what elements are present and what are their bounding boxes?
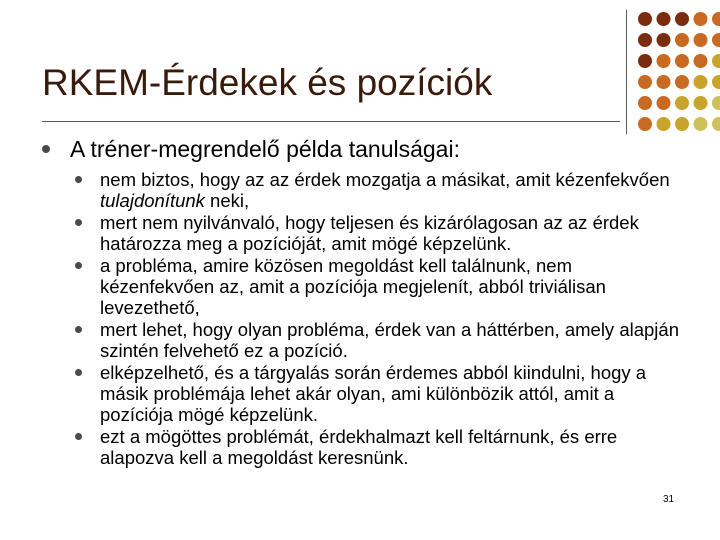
decorative-dot <box>638 33 652 47</box>
slide-title: RKEM-Érdekek és pozíciók <box>42 62 493 103</box>
decorative-dot <box>657 96 671 110</box>
bullet-dot-icon <box>75 326 82 333</box>
list-item-text: mert lehet, hogy olyan probléma, érdek van a háttérben, amely alapján szintén felvehető ez a pozíció. <box>100 318 679 362</box>
decorative-dot <box>638 75 652 89</box>
decorative-dot <box>694 96 708 110</box>
list-item-text: elképzelhető, és a tárgyalás során érdemes abból kiindulni, hogy a másik problémája lehet akár olyan, ami különbözik attól, amit a pozíciója mögé képzelünk. <box>100 361 647 426</box>
list-item <box>100 255 690 319</box>
list-item-text: mert nem nyilvánvaló, hogy teljesen és kizárólagosan az az érdek határozza meg a pozícióját, amit mögé képzelünk. <box>100 211 639 255</box>
bullet-dot-icon <box>75 369 82 376</box>
list-item <box>100 319 690 362</box>
decorative-dot <box>712 12 720 26</box>
decorative-dot <box>657 12 671 26</box>
decorative-dot <box>638 96 652 110</box>
decorative-dot <box>638 54 652 68</box>
decorative-dot <box>675 33 689 47</box>
decorative-dot <box>675 12 689 26</box>
bullet-dot-icon <box>75 262 82 269</box>
decorative-dot <box>675 54 689 68</box>
list-item <box>100 362 690 426</box>
sub-bullet-list <box>100 169 690 469</box>
decorative-dot <box>657 117 671 131</box>
decorative-dot <box>675 117 689 131</box>
decorative-dot <box>657 75 671 89</box>
page-number: 31 <box>663 494 675 505</box>
decorative-dot <box>712 96 720 110</box>
list-item-text: ezt a mögöttes problémát, érdekhalmazt kell feltárnunk, és erre alapozva kell a megoldást keresnünk. <box>100 425 618 469</box>
bullet-dot-icon <box>75 433 82 440</box>
decorative-dot <box>675 75 689 89</box>
list-item <box>100 212 690 255</box>
decorative-dot <box>657 54 671 68</box>
decorative-dot <box>712 117 720 131</box>
decorative-dot <box>694 75 708 89</box>
decorative-dot <box>638 12 652 26</box>
decorative-dot <box>694 117 708 131</box>
list-item-emphasis: tulajdonítunk <box>100 190 205 212</box>
decorative-dot <box>638 117 652 131</box>
list-item-text: a probléma, amire közösen megoldást kell találnunk, nem kézenfekvően az, amit a pozíciója megjelenít, abból triviálisan levezethető, <box>100 254 606 319</box>
decorative-dot <box>657 33 671 47</box>
list-item-text: nem biztos, hogy az az érdek mozgatja a másikat, amit kézenfekvően <box>100 169 670 190</box>
main-bullet-text: A tréner-megrendelő példa tanulságai: <box>70 136 460 162</box>
decorative-dot <box>712 54 720 68</box>
bullet-dot-icon <box>75 219 82 226</box>
list-item-text-end: neki, <box>204 190 250 212</box>
decorative-dot <box>694 54 708 68</box>
title-underline <box>42 121 620 122</box>
decorative-dot <box>712 75 720 89</box>
decorative-dot <box>694 33 708 47</box>
vertical-divider <box>626 10 627 134</box>
list-item <box>100 426 690 469</box>
decorative-dot <box>712 33 720 47</box>
list-item <box>100 169 690 212</box>
bullet-dot-icon <box>75 176 82 183</box>
decorative-dot <box>694 12 708 26</box>
decorative-dot <box>675 96 689 110</box>
bullet-dot-icon <box>42 145 50 153</box>
